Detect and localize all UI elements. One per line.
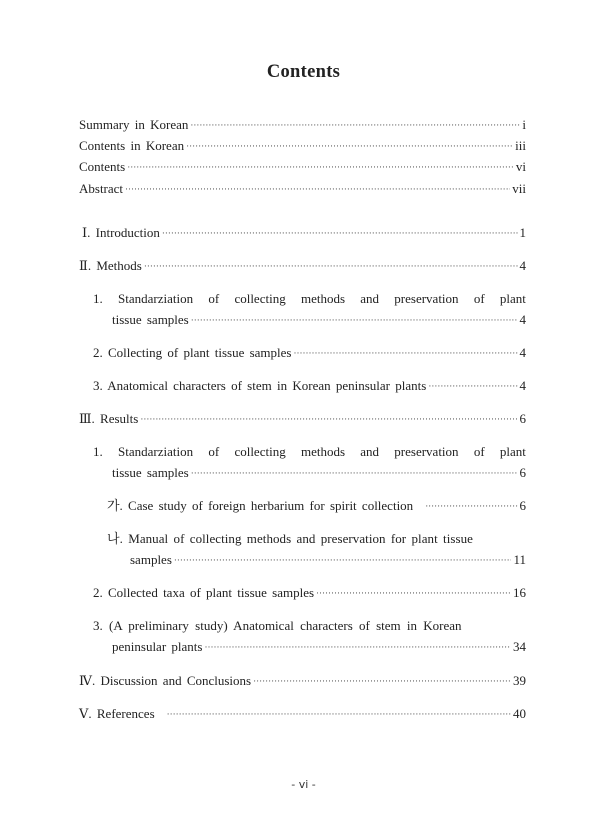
toc-entry-results-1-na[interactable] [130,552,526,569]
toc-entry-label: tissue samples [112,465,189,480]
toc-entry-page: 39 [513,673,526,688]
toc-entry-page: 4 [519,378,526,393]
toc-entry-page: 40 [513,706,526,721]
word: Standarziation [118,291,194,306]
toc-entry-results-2[interactable] [93,585,526,602]
toc-entry-contents[interactable] [79,159,526,176]
toc-entry-results[interactable] [79,411,526,428]
toc-entry-results-3[interactable] [112,639,526,656]
dot-leader [174,552,512,568]
toc-entry-page: 11 [513,552,526,567]
toc-entry-page: 1 [519,225,526,240]
dot-leader [204,639,511,655]
word: 1. [93,291,103,306]
word: of [208,291,220,306]
toc-entry-page: 34 [513,639,526,654]
toc-entry-page: i [522,117,526,132]
toc-entry-methods[interactable] [79,258,526,275]
toc-entry-label: tissue samples [112,312,189,327]
toc-entry-page: vi [515,159,526,174]
toc-entry-page: 16 [513,585,526,600]
toc-entry-label: Ⅳ. Discussion and Conclusions [79,673,252,688]
toc-entry-label: peninsular plants [112,639,203,654]
word: collecting [234,291,286,306]
toc-entry-label: 가. Case study of foreign herbarium for spirit collection [107,498,414,513]
word: preservation [394,291,459,306]
toc-entry-page: 6 [519,465,526,480]
toc-entry-label: Ⅲ. Results [79,411,139,426]
toc-entry-page: 4 [519,345,526,360]
dot-leader [191,312,518,328]
toc-entry-page: vii [512,181,526,196]
dot-leader [144,258,518,274]
dot-leader [253,673,511,689]
toc-entry-results-1-na-line1[interactable]: 나. Manual of collecting methods and preservation for plant tissue [107,531,473,546]
dot-leader [190,117,520,133]
word: of [473,291,485,306]
word: 1. [93,444,103,459]
dot-leader [293,345,517,361]
toc-entry-contents-korean[interactable] [79,138,526,155]
toc-entry-label: 2. Collected taxa of plant tissue samples [93,585,315,600]
toc-entry-introduction[interactable] [82,225,526,242]
page-title: Contents [266,62,341,82]
toc-entry-label: 3. Anatomical characters of stem in Korean peninsular plants [93,378,427,393]
toc-entry-label: samples [130,552,172,567]
dot-leader [140,411,517,427]
word: preservation [394,444,459,459]
dot-leader [162,225,518,241]
word: and [360,444,380,459]
toc-entry-page: 6 [519,411,526,426]
dot-leader [186,138,513,154]
toc-entry-label: Summary in Korean [79,117,189,132]
dot-leader [428,378,517,394]
toc-entry-page: 4 [519,312,526,327]
toc-entry-summary-korean[interactable] [79,117,526,134]
word: methods [300,444,346,459]
toc-entry-page: 4 [519,258,526,273]
word: plant [499,444,526,459]
dot-leader [167,706,511,722]
dot-leader [425,498,517,514]
toc-entry-results-1-ga[interactable] [107,498,526,515]
toc-entry-results-3-line1[interactable]: 3. (A preliminary study) Anatomical characters of stem in Korean [93,618,462,633]
word: of [473,444,485,459]
toc-entry-methods-2[interactable] [93,345,526,362]
word: of [208,444,220,459]
toc-entry-label: Ⅰ. Introduction [82,225,160,240]
toc-entry-label: Contents [79,159,126,174]
dot-leader [125,181,510,197]
toc-entry-label: Ⅴ. References [79,706,155,721]
dot-leader [127,159,514,175]
toc-entry-label: 2. Collecting of plant tissue samples [93,345,292,360]
dot-leader [316,585,511,601]
toc-entry-page: iii [515,138,526,153]
toc-entry-methods-1-line1[interactable] [93,291,526,307]
toc-entry-label: Abstract [79,181,124,196]
toc-entry-methods-1[interactable] [112,312,526,329]
word: Standarziation [118,444,194,459]
word: plant [499,291,526,306]
word: methods [300,291,346,306]
toc-entry-abstract[interactable] [79,181,526,198]
toc-entry-label: Ⅱ. Methods [79,258,142,273]
toc-entry-results-1[interactable] [112,465,526,482]
toc-entry-results-1-line1[interactable] [93,444,526,460]
word: and [360,291,380,306]
word: collecting [234,444,286,459]
toc-entry-page: 6 [519,498,526,513]
dot-leader [191,465,518,481]
toc-entry-label: Contents in Korean [79,138,185,153]
page-number-footer: - vi - [291,778,316,791]
toc-entry-discussion[interactable] [79,673,526,690]
toc-entry-methods-3[interactable] [93,378,526,395]
toc-entry-references[interactable] [79,706,526,723]
